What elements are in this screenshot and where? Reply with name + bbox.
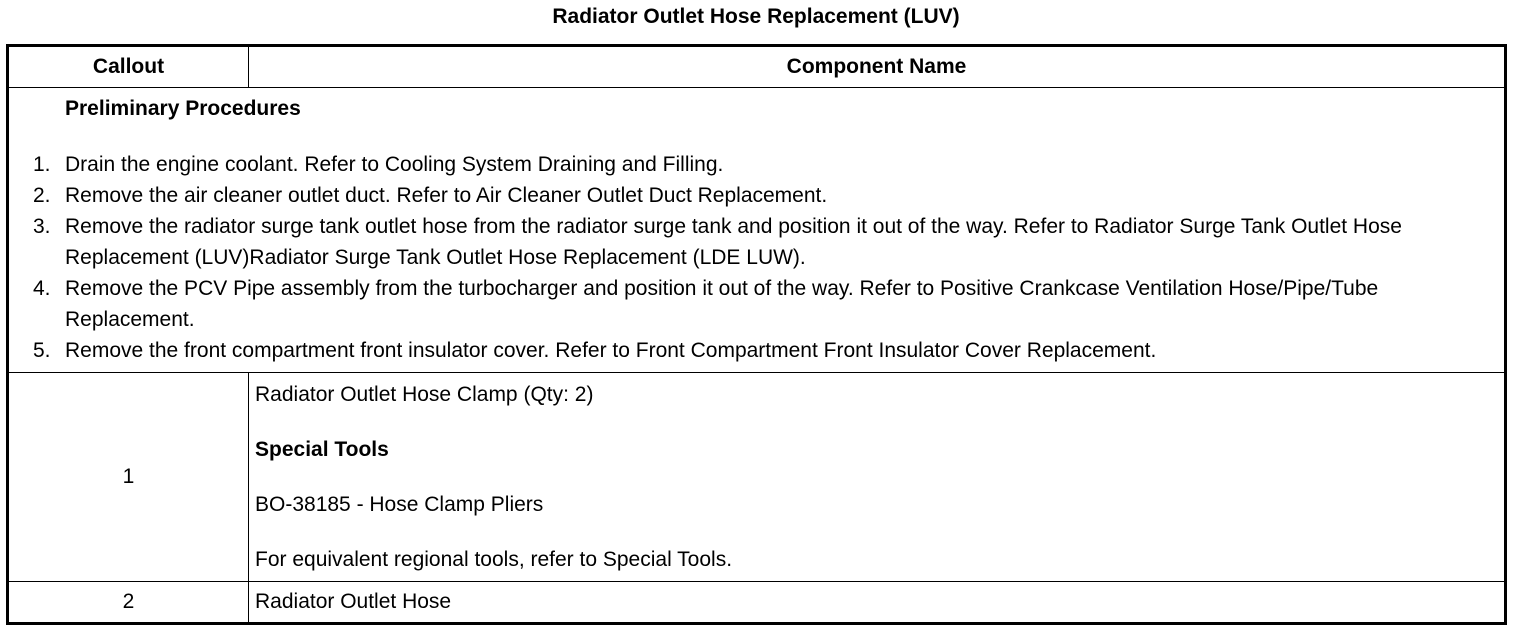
callout-cell: 1 (8, 373, 249, 582)
step-text: Drain the engine coolant. Refer to Cooling System Draining and Filling. (65, 153, 724, 176)
component-name: Radiator Outlet Hose Clamp (Qty: 2) (255, 383, 594, 406)
component-cell (249, 373, 1506, 582)
step-number: 3. (33, 215, 51, 238)
step-number: 2. (33, 184, 51, 207)
table-row (8, 582, 1506, 624)
preliminary-heading: Preliminary Procedures (65, 97, 301, 120)
step-number: 5. (33, 339, 51, 362)
preliminary-row (8, 88, 1506, 373)
preliminary-cell (8, 88, 1506, 373)
step-item (33, 273, 1494, 335)
header-callout: Callout (8, 46, 249, 88)
step-item (33, 211, 1494, 273)
step-text: Remove the front compartment front insulator cover. Refer to Front Compartment Front Insulator Cover Replacement. (65, 339, 1157, 362)
step-item (33, 149, 1494, 180)
special-tools-heading: Special Tools (255, 438, 389, 461)
component-name: Radiator Outlet Hose (255, 590, 452, 613)
procedure-table (6, 44, 1507, 625)
table-row (8, 373, 1506, 582)
header-component-name: Component Name (249, 46, 1506, 88)
preliminary-step-list (33, 149, 1494, 366)
step-number: 1. (33, 153, 51, 176)
special-tools-note: For equivalent regional tools, refer to Special Tools. (255, 548, 733, 571)
callout-cell: 2 (8, 582, 249, 624)
document-title: Radiator Outlet Hose Replacement (LUV) (552, 5, 960, 28)
step-text: Remove the air cleaner outlet duct. Refer to Air Cleaner Outlet Duct Replacement. (65, 184, 828, 207)
step-text: Remove the PCV Pipe assembly from the turbocharger and position it out of the way. Refer to Positive Crankcase Ventilation Hose/Pipe/Tube Replacement. (65, 277, 1379, 331)
step-text: Remove the radiator surge tank outlet hose from the radiator surge tank and position it out of the way. Refer to Radiator Surge Tank Outlet Hose Replacement (LUV)Radiator Surge Tank Outlet Hose Replacement (LDE LUW). (65, 215, 1402, 269)
special-tool-item: BO-38185 - Hose Clamp Pliers (255, 493, 544, 516)
component-cell (249, 582, 1506, 624)
table-header-row (8, 46, 1506, 88)
step-item (33, 335, 1494, 366)
step-item (33, 180, 1494, 211)
step-number: 4. (33, 277, 51, 300)
